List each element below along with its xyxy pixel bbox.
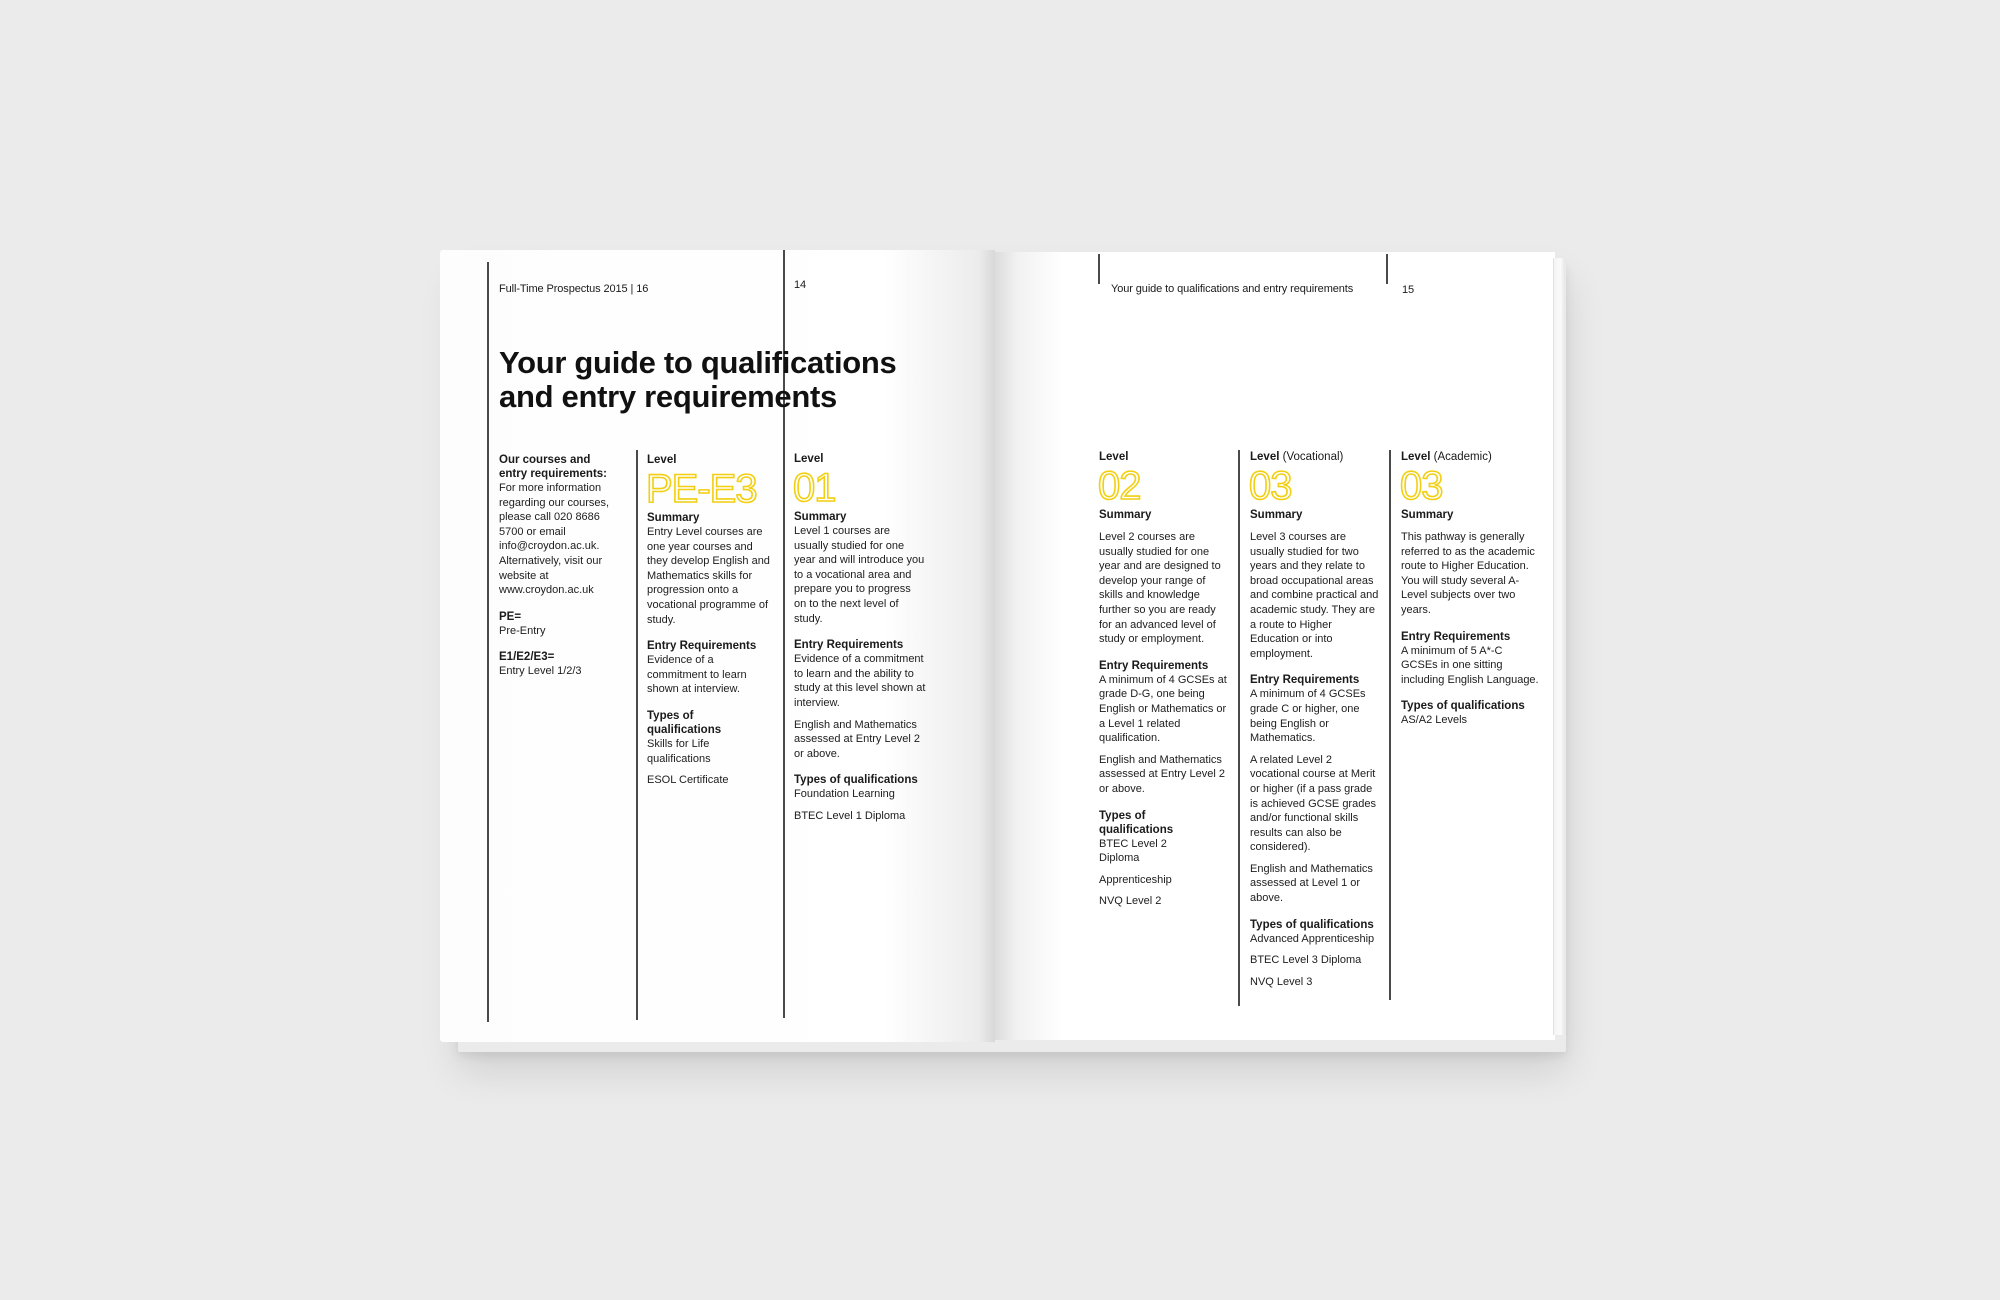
level-code: 02 <box>1098 464 1141 508</box>
type-item: Advanced Apprenticeship <box>1250 932 1375 945</box>
pe-value: Pre-Entry <box>499 624 546 637</box>
level-code: 01 <box>793 466 836 510</box>
right-page <box>995 252 1555 1040</box>
entry-text: A minimum of 4 GCSEs at grade D-G, one being English or Mathematics or a Level 1 related qualification. <box>1099 673 1227 745</box>
intro-heading: Our courses and entry requirements: <box>499 454 608 480</box>
entry-text: A minimum of 4 GCSEs grade C or higher, one being English or Mathematics. <box>1250 688 1366 745</box>
level-label: Level <box>794 453 824 465</box>
pe-label: PE= <box>499 610 522 623</box>
types-heading: Types of qualifications <box>647 709 722 736</box>
level-code: 03 <box>1249 464 1292 508</box>
column-rule-1 <box>636 450 638 1020</box>
type-item: BTEC Level 3 Diploma <box>1250 954 1362 967</box>
summary-text: This pathway is generally referred to as the academic route to Higher Education. You will study several A-Level subjects over two years. <box>1401 531 1535 616</box>
header-rule-right <box>1098 254 1100 284</box>
entry-heading: Entry Requirements <box>647 640 757 653</box>
entry-heading: Entry Requirements <box>1250 674 1360 687</box>
entry-text: English and Mathematics assessed at Level 1 or above. <box>1250 862 1373 905</box>
level-label: Level <box>647 454 677 466</box>
summary-text: Level 3 courses are usually studied for two years and they relate to broad occupational areas and combine practical and academic study. They are a route to Higher Education or into employment. <box>1250 531 1379 660</box>
column-rule-4 <box>1389 450 1391 1000</box>
level-label: Level <box>1099 451 1129 463</box>
header-rule-right-2 <box>1386 254 1388 284</box>
intro-body: For more information regarding our courses, please call 020 8686 5700 or email info@croydon.ac.uk. Alternatively, visit our website at www.croydon.ac.uk <box>499 482 610 597</box>
level-label: Level (Vocational) <box>1250 451 1344 463</box>
summary-text: Entry Level courses are one year courses and they develop English and Mathematics skills for progression onto a vocational programme of study. <box>647 526 770 626</box>
type-item: Apprenticeship <box>1099 873 1172 886</box>
intro-column <box>499 453 621 679</box>
level-qualifier: (Academic) <box>1433 451 1492 463</box>
entry-text: English and Mathematics assessed at Entry Level 2 or above. <box>794 718 920 760</box>
summary-heading: Summary <box>1401 509 1454 521</box>
type-item: ESOL Certificate <box>647 774 729 787</box>
level-column-03-academic <box>1401 450 1541 728</box>
left-page <box>440 250 995 1042</box>
types-heading: Types of qualifications <box>1401 700 1525 713</box>
level-column-03-vocational <box>1250 450 1380 989</box>
type-item: AS/A2 Levels <box>1401 714 1468 727</box>
type-item: NVQ Level 3 <box>1250 975 1313 988</box>
entry-heading: Entry Requirements <box>1099 659 1209 672</box>
type-item: NVQ Level 2 <box>1099 895 1162 908</box>
entry-text: English and Mathematics assessed at Entry Level 2 or above. <box>1099 753 1225 795</box>
running-head-right: Your guide to qualifications and entry requirements <box>1111 283 1354 295</box>
page-number-left: 14 <box>794 279 807 291</box>
column-rule-3 <box>1238 450 1240 1006</box>
running-head-left: Full-Time Prospectus 2015 | 16 <box>499 283 649 295</box>
entry-text: A related Level 2 vocational course at Merit or higher (if a pass grade is achieved GCSE grades and/or functional skills results can also be considered). <box>1250 753 1376 854</box>
type-item: Foundation Learning <box>794 788 895 801</box>
page-stack-edge <box>1553 258 1565 1035</box>
level-code: PE-E3 <box>646 467 757 511</box>
entry-text: Evidence of a commitment to learn and the ability to study at this level shown at interview. <box>794 653 926 709</box>
types-heading: Types of qualifications <box>794 774 918 787</box>
level-code: 03 <box>1400 464 1443 508</box>
summary-text: Level 2 courses are usually studied for one year and are designed to develop your range of skills and knowledge further so you are ready for an advanced level of study or employment. <box>1099 531 1221 646</box>
entry-text: Evidence of a commitment to learn shown at interview. <box>647 654 747 696</box>
level-column-pe-e3 <box>647 453 775 788</box>
entry-heading: Entry Requirements <box>1401 630 1511 643</box>
types-heading: Types of qualifications <box>1099 809 1174 836</box>
type-item: BTEC Level 1 Diploma <box>794 809 906 822</box>
page-title <box>499 346 896 414</box>
level-qualifier: (Vocational) <box>1282 451 1344 463</box>
summary-heading: Summary <box>1099 509 1152 521</box>
summary-heading: Summary <box>794 511 847 523</box>
e-label: E1/E2/E3= <box>499 651 555 664</box>
summary-heading: Summary <box>1250 509 1303 521</box>
types-heading: Types of qualifications <box>1250 918 1374 931</box>
entry-heading: Entry Requirements <box>794 639 904 652</box>
type-item: BTEC Level 2 Diploma <box>1099 837 1167 865</box>
page-number-right: 15 <box>1402 284 1415 296</box>
level-column-02 <box>1099 450 1229 909</box>
level-column-01 <box>794 452 926 824</box>
page-title-line-1: Your guide to qualifications <box>499 345 897 380</box>
type-item: Skills for Life qualifications <box>647 737 711 765</box>
summary-text: Level 1 courses are usually studied for one year and will introduce you to a vocational area and prepare you to progress on to the next level of study. <box>794 525 925 625</box>
e-value: Entry Level 1/2/3 <box>499 665 582 678</box>
left-margin-rule <box>487 262 489 1022</box>
entry-text: A minimum of 5 A*-C GCSEs in one sitting including English Language. <box>1401 644 1539 686</box>
summary-heading: Summary <box>647 512 700 524</box>
page-title-line-2: and entry requirements <box>499 379 837 414</box>
level-label: Level (Academic) <box>1401 451 1492 463</box>
